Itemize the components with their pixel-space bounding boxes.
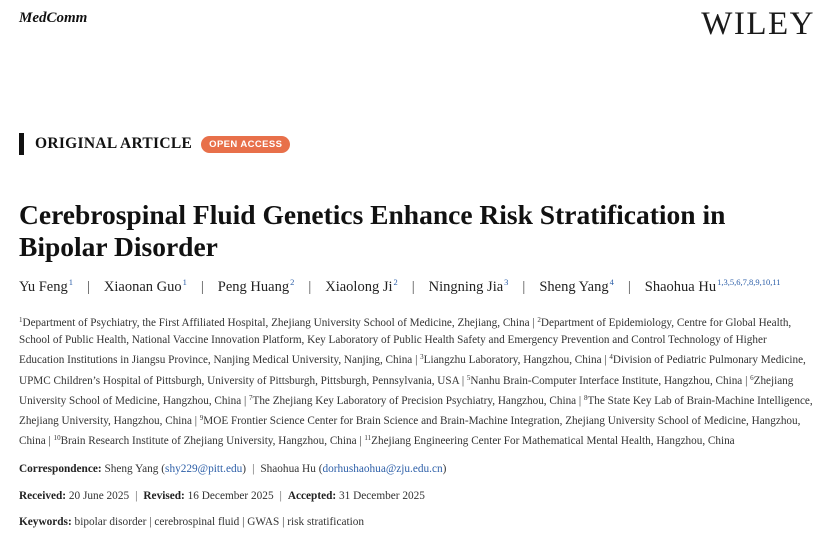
affiliation-number: 8 [583,393,588,402]
keywords-label: Keywords: [19,516,72,528]
affiliation-number: 5 [466,373,471,382]
correspondence-label: Correspondence: [19,463,102,475]
date-separator: | [135,490,138,502]
author-name[interactable]: Xiaolong Ji [325,279,393,295]
open-access-badge: OPEN ACCESS [201,136,290,153]
author-affiliation-ref[interactable]: 2 [290,277,295,287]
affiliation-number: 10 [53,434,61,443]
article-type-label: ORIGINAL ARTICLE [35,135,193,152]
author-name[interactable]: Sheng Yang [539,279,609,295]
journal-name: MedComm [19,10,88,26]
correspondence-name: Shaohua Hu [260,463,316,475]
affiliation-number: 9 [199,414,204,423]
date-label: Received: [19,490,67,502]
affiliation-text: MOE Frontier Science Center for Brain Science and Brain-Machine Integration, Zhejiang University School of Medicine, Hangzhou, China [19,415,801,448]
correspondence-email-link[interactable]: shy229@pitt.edu [165,463,243,475]
correspondence: Correspondence: Sheng Yang (shy229@pitt.edu) | Shaohua Hu (dorhushaohua@zju.edu.cn) [19,463,447,475]
affiliation-number: 1 [19,316,23,324]
affiliation-number: 6 [750,373,754,382]
author-name[interactable]: Peng Huang [217,279,290,295]
affiliation-number: 11 [364,434,372,443]
correspondence-name: Sheng Yang [104,463,159,475]
date-value: 20 June 2025 [68,490,130,502]
author-affiliation-ref[interactable]: 4 [609,277,614,287]
author-affiliation-ref[interactable]: 2 [393,277,398,287]
affiliation-text: The State Key Lab of Brain-Machine Intelligence, Zhejiang University, Hangzhou, China [19,394,813,428]
article-type-row [19,133,290,155]
correspondence-separator: | [252,463,255,475]
publisher-logo: WILEY [701,6,815,42]
author-separator: | [200,279,204,295]
affiliation-text: Division of Pediatric Pulmonary Medicine, UPMC Children’s Hospital of Pittsburgh, University of Pittsburgh, Pittsburgh, Pennsylvania, USA [19,354,806,387]
author-name[interactable]: Yu Feng [19,279,68,295]
author-separator: | [308,279,312,295]
author-name[interactable]: Xiaonan Guo [103,279,182,295]
affiliation-text: Department of Psychiatry, the First Affiliated Hospital, Zhejiang University School of Medicine, Zhejiang, China [22,317,530,329]
article-type-bar [19,133,24,155]
correspondence-email-link[interactable]: dorhushaohua@zju.edu.cn [322,463,443,475]
author-name[interactable]: Shaohua Hu [644,279,717,295]
author-affiliation-ref[interactable]: 1 [68,277,73,287]
date-value: 16 December 2025 [187,490,274,502]
article-dates [19,490,425,502]
author-separator: | [87,279,90,295]
author-separator: | [627,279,631,295]
date-label: Accepted: [287,490,337,502]
keyword: cerebrospinal fluid [154,516,240,528]
keyword: bipolar disorder [74,516,147,528]
affiliation-text: Zhejiang University School of Medicine, Hangzhou, China [19,374,794,407]
affiliation-text: Department of Epidemiology, Centre for Global Health, School of Public Health, National Vaccine Innovation Platform, Key Laboratory of Public Health Safety and Emergency Prevention and Control Technology of Higher Education Institutions in Jiangsu Province, Nanjing Medical University, Nanjing, China [19,317,792,367]
affiliation-text: Nanhu Brain-Computer Interface Institute, Hangzhou, China [470,374,743,387]
author-affiliation-ref[interactable]: 3 [504,277,509,287]
author-affiliation-ref[interactable]: 1 [182,277,187,287]
article-title: Cerebrospinal Fluid Genetics Enhance Risk Stratification in Bipolar Disorder [19,199,726,262]
affiliation-text: The Zhejiang Key Laboratory of Precision Psychiatry, Hangzhou, China [252,394,577,407]
affiliation-text: Brain Research Institute of Zhejiang University, Hangzhou, China [60,435,357,448]
date-separator: | [279,490,282,502]
affiliation-number: 4 [609,353,613,362]
keyword: risk stratification [287,516,365,528]
affiliation-number: 7 [249,393,253,402]
author-separator: | [411,279,415,295]
date-value: 31 December 2025 [339,490,425,502]
keywords: Keywords: bipolar disorder | cerebrospinal fluid | GWAS | risk stratification [19,516,365,528]
author-separator: | [522,279,526,295]
keyword: GWAS [247,516,280,528]
affiliation-text: Zhejiang Engineering Center For Mathematical Mental Health, Hangzhou, China [371,435,735,448]
author-name[interactable]: Ningning Jia [428,279,504,295]
date-label: Revised: [143,490,185,502]
affiliations: $^1$Department of Psychiatry, the First Affiliated Hospital, Zhejiang University School of Medicine, Zhejiang, China | $^2$Department of Epidemiology, Centre for Global Health, School of Public Health, National Vaccine Innovation Platform, Key Laboratory of Public Health Safety and Emergency Prevention and Control Technology of Higher Education Institutions in Jiangsu Province, Nanjing Medical University, Nanjing, China | $^3$Liangzhu Laboratory, Hangzhou, China | $^4$Division of Pediatric Pulmonary Medicine, UPMC Children’s Hospital of Pittsburgh, University of Pittsburgh, Pittsburgh, Pennsylvania, USA | $^5$Nanhu Brain-Computer Interface Institute, Hangzhou, China | $^6$Zhejiang University School of Medicine, Hangzhou, China | $^7$The Zhejiang Key Laboratory of Precision Psychiatry, Hangzhou, China | $^8$The State Key Lab of Brain-Machine Intelligence, Zhejiang University, Hangzhou, China | $^9$MOE Frontier Science Center for Brain Science and Brain-Machine Integration, Zhejiang University School of Medicine, Hangzhou, China | $^{10}$Brain Research Institute of Zhejiang University, Hangzhou, China | $^{11}$Zhejiang Engineering Center For Mathematical Mental Health, Hangzhou, China [19,316,813,448]
affiliation-text: Liangzhu Laboratory, Hangzhou, China [423,354,602,367]
author-affiliation-ref[interactable]: 1,3,5,6,7,8,9,10,11 [717,277,781,287]
affiliation-number: 2 [537,316,541,324]
affiliation-number: 3 [420,353,424,362]
author-list [19,277,819,296]
